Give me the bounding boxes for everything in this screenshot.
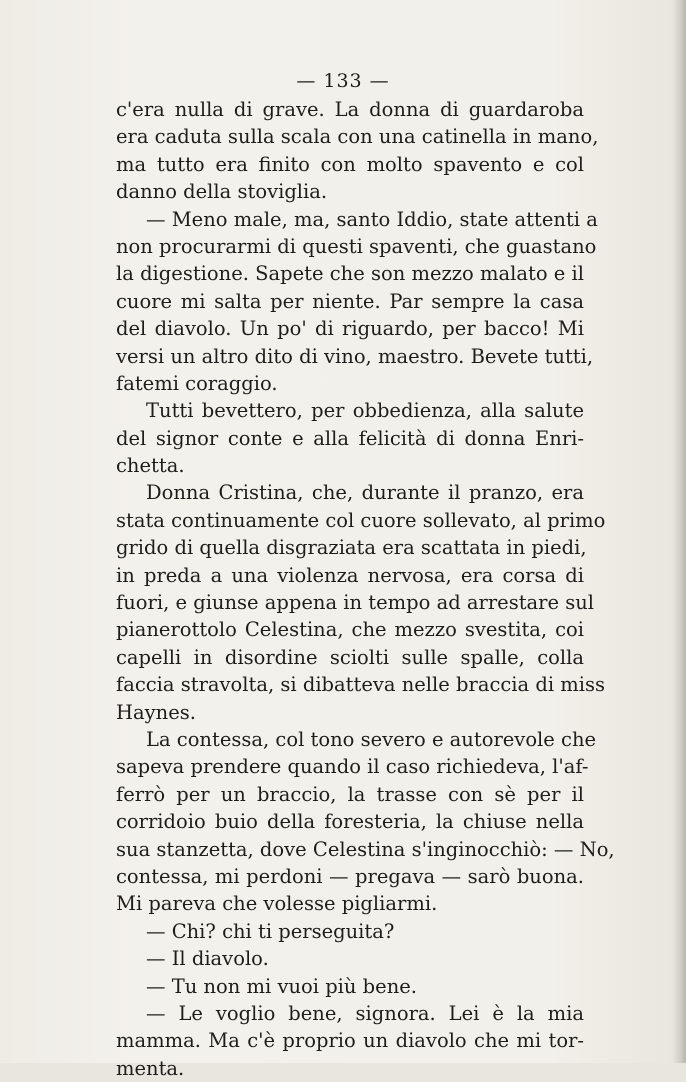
text-line: in preda a una violenza nervosa, era corsa di [116, 563, 584, 587]
text-line: Donna Cristina, che, durante il pranzo, era [146, 481, 584, 505]
body-text [116, 96, 615, 1082]
text-line: contessa, mi perdoni — pregava — sarò buona. [116, 864, 584, 888]
text-line: del signor conte e alla felicità di donna Enri- [116, 426, 584, 450]
text-line: Mi pareva che volesse pigliarmi. [116, 892, 438, 916]
text-line: del diavolo. Un po' di riguardo, per bacco! Mi [116, 317, 584, 341]
text-line: stata continuamente col cuore sollevato, al primo [116, 508, 606, 532]
text-line: mamma. Ma c'è proprio un diavolo che mi tor- [116, 1029, 584, 1053]
text-line: cuore mi salta per niente. Par sempre la casa [116, 289, 584, 313]
page-number: — 133 — [296, 70, 390, 92]
text-line: c'era nulla di grave. La donna di guardaroba [116, 98, 584, 121]
text-line: fuori, e giunse appena in tempo ad arrestare sul [116, 591, 595, 615]
text-line: grido di quella disgraziata era scattata in piedi, [116, 536, 587, 560]
text-line: — Meno male, ma, santo Iddio, state attenti a [146, 207, 598, 231]
page-edge-shadow [672, 0, 686, 1063]
text-line: — Il diavolo. [146, 947, 269, 971]
text-line: ferrò per un braccio, la trasse con sè per il [116, 782, 584, 806]
text-line: — Chi? chi ti perseguita? [146, 919, 395, 943]
text-line: era caduta sulla scala con una catinella in mano, [116, 125, 599, 149]
text-line: non procurarmi di questi spaventi, che guastano [116, 234, 597, 258]
text-line: pianerottolo Celestina, che mezzo svestita, coi [116, 618, 584, 642]
text-line: versi un altro dito di vino, maestro. Bevete tutti, [116, 344, 594, 368]
text-line: menta. [116, 1056, 185, 1080]
text-line: faccia stravolta, si dibatteva nelle braccia di miss [116, 673, 606, 697]
text-line: Haynes. [116, 700, 196, 724]
text-line: — Tu non mi vuoi più bene. [146, 974, 417, 998]
text-line: corridoio buio della foresteria, la chiuse nella [116, 810, 584, 834]
text-line: capelli in disordine sciolti sulle spalle, colla [116, 645, 584, 669]
text-line: ma tutto era finito con molto spavento e col [116, 152, 584, 176]
text-line: sapeva prendere quando il caso richiedeva, l'af- [116, 755, 589, 779]
text-line: Tutti bevettero, per obbedienza, alla salute [146, 399, 584, 423]
text-line: sua stanzetta, dove Celestina s'inginocchiò: — No, [116, 837, 615, 861]
text-line: — Le voglio bene, signora. Lei è la mia [146, 1001, 584, 1025]
text-line: chetta. [116, 454, 185, 478]
text-line: fatemi coraggio. [116, 371, 278, 395]
text-line: danno della stoviglia. [116, 180, 328, 204]
text-line: la digestione. Sapete che son mezzo malato e il [116, 262, 584, 286]
text-line: La contessa, col tono severo e autorevole che [146, 727, 597, 751]
